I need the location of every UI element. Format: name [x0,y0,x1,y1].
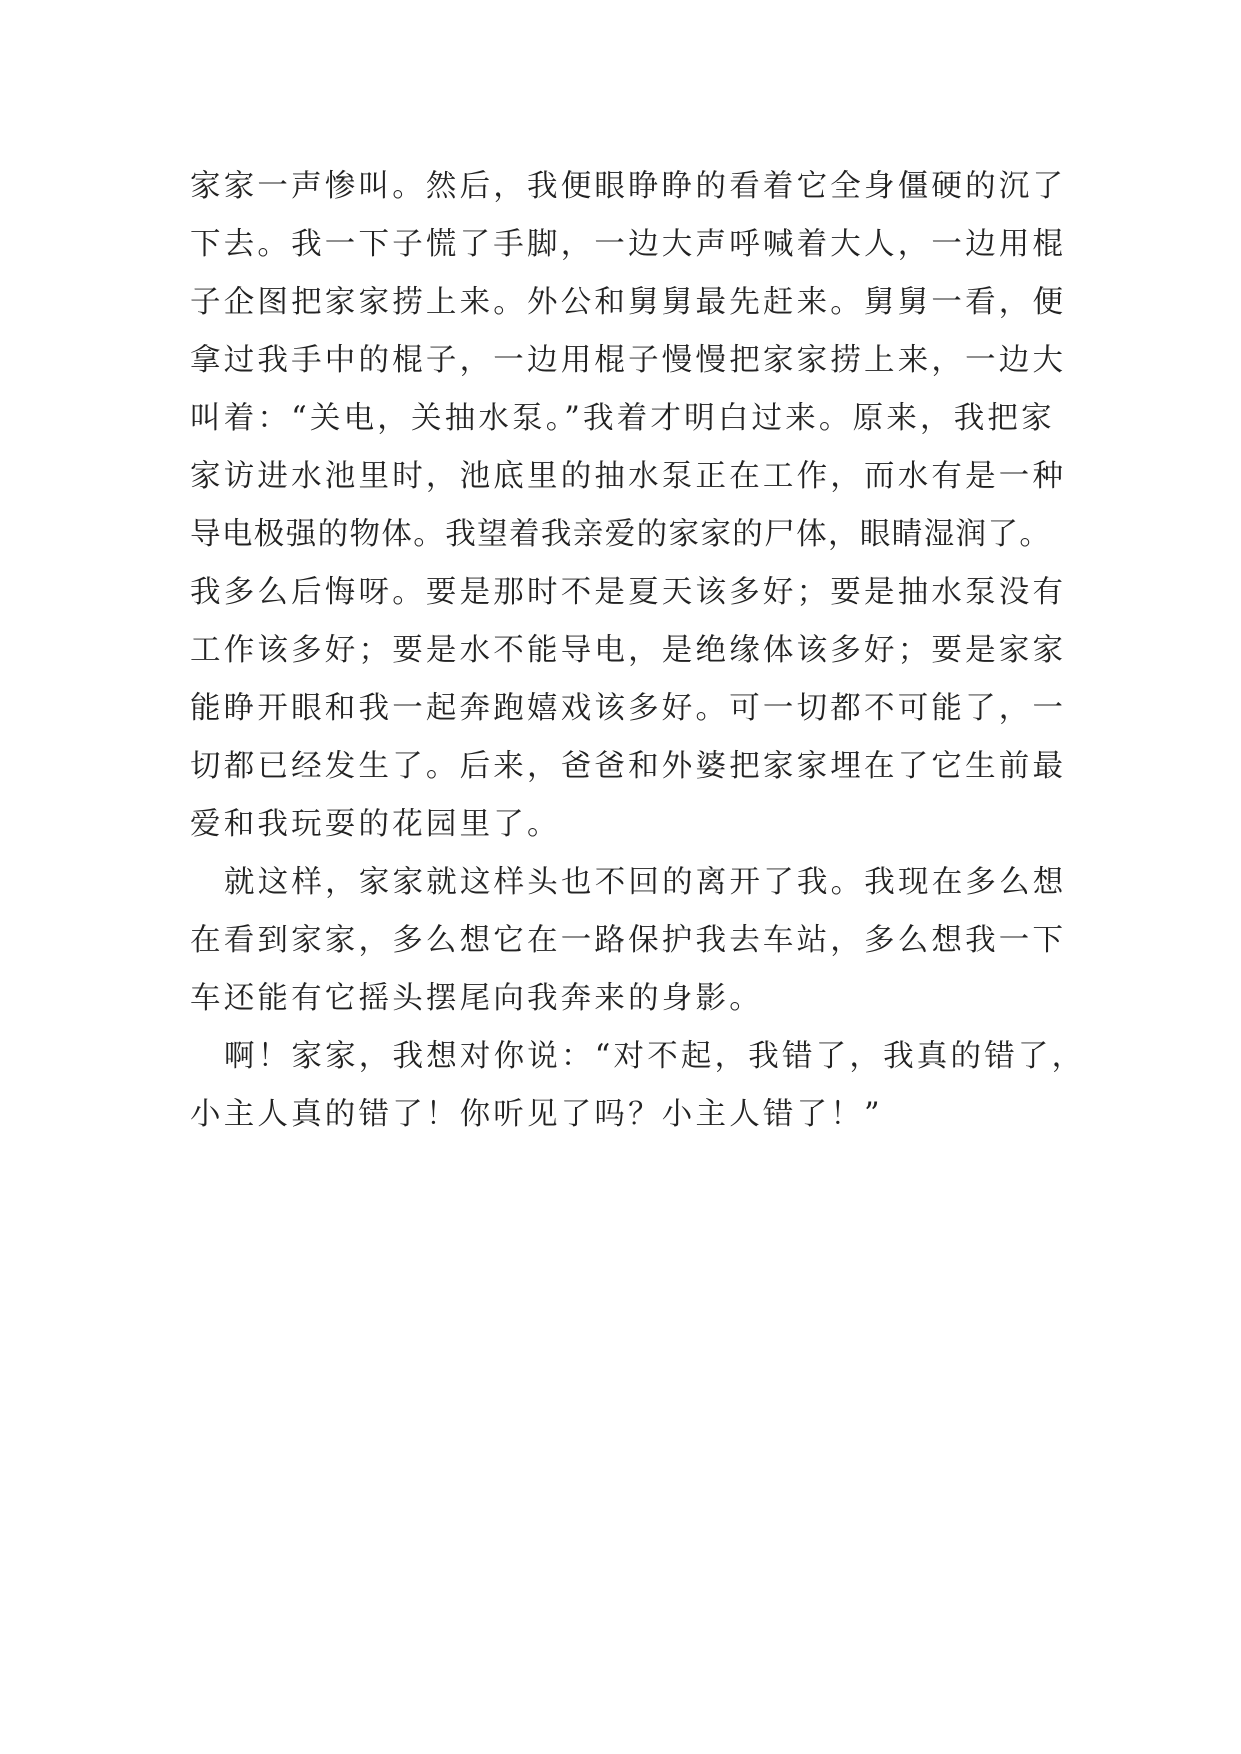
paragraph-1 [190,158,1070,854]
text-line: 家访进水池里时，池底里的抽水泵正在工作，而水有是一种 [190,459,1067,494]
text-line: 车还能有它摇头摆尾向我奔来的身影。 [190,981,763,1016]
text-line: 家家一声惨叫。然后，我便眼睁睁的看着它全身僵硬的沉了 [190,169,1067,204]
text-line: 小主人真的错了！你听见了吗？小主人错了！” [190,1097,883,1132]
text-line: 我多么后悔呀。要是那时不是夏天该多好；要是抽水泵没有 [190,575,1067,610]
document-body [190,158,1086,1144]
text-line: 工作该多好；要是水不能导电，是绝缘体该多好；要是家家 [190,633,1067,668]
text-line: 叫着：“关电，关抽水泵。”我着才明白过来。原来，我把家 [190,401,1055,436]
text-line: 啊！家家，我想对你说：“对不起，我错了，我真的错了， [224,1039,1086,1074]
text-line: 拿过我手中的棍子，一边用棍子慢慢把家家捞上来，一边大 [190,343,1067,378]
paragraph-2 [190,854,1070,1028]
paragraph-3 [190,1028,1086,1144]
text-line: 爱和我玩耍的花园里了。 [190,807,561,842]
text-line: 能睁开眼和我一起奔跑嬉戏该多好。可一切都不可能了，一 [190,691,1067,726]
text-line: 下去。我一下子慌了手脚，一边大声呼喊着大人，一边用棍 [190,227,1067,262]
text-line: 导电极强的物体。我望着我亲爱的家家的尸体，眼睛湿润了。 [190,517,1052,552]
text-line: 子企图把家家捞上来。外公和舅舅最先赶来。舅舅一看，便 [190,285,1067,320]
text-line: 切都已经发生了。后来，爸爸和外婆把家家埋在了它生前最 [190,749,1067,784]
text-line: 在看到家家，多么想它在一路保护我去车站，多么想我一下 [190,923,1067,958]
text-line: 就这样，家家就这样头也不回的离开了我。我现在多么想 [224,865,1067,900]
